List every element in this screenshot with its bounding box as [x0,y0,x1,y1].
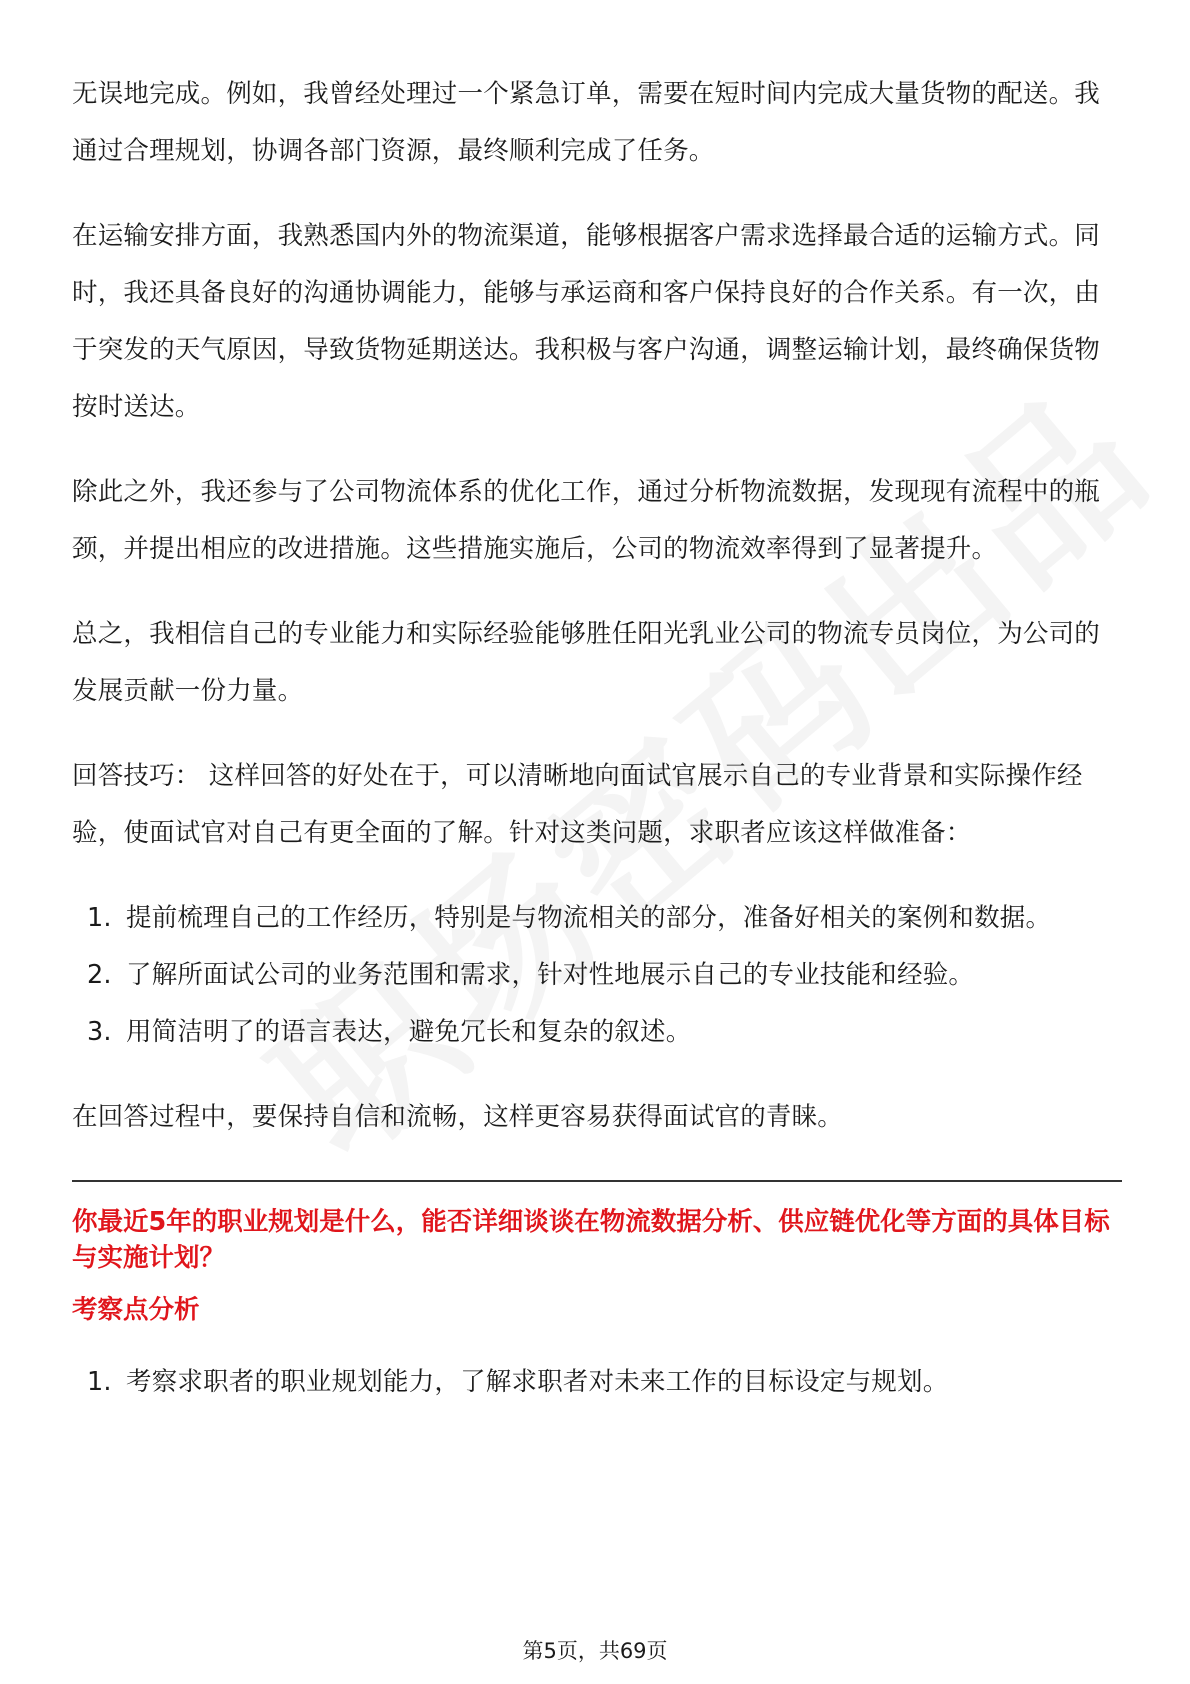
list-item-text: 了解所面试公司的业务范围和需求，针对性地展示自己的专业技能和经验。 [126,960,975,990]
list-item-number: 1. [87,1367,112,1397]
interview-question-title: 你最近5年的职业规划是什么，能否详细谈谈在物流数据分析、供应链优化等方面的具体目标与实施计划？ [72,1207,1110,1273]
tips-list [72,890,1122,1061]
paragraph-1: 无误地完成。例如，我曾经处理过一个紧急订单，需要在短时间内完成大量货物的配送。我通过合理规划，协调各部门资源，最终顺利完成了任务。 [72,79,1101,166]
closing-paragraph: 在回答过程中，要保持自信和流畅，这样更容易获得面试官的青睐。 [72,1102,844,1132]
paragraph-3: 除此之外，我还参与了公司物流体系的优化工作，通过分析物流数据，发现现有流程中的瓶颈，并提出相应的改进措施。这些措施实施后，公司的物流效率得到了显著提升。 [72,477,1101,564]
section-divider [72,1180,1122,1182]
list-item [72,1354,1122,1411]
list-item-text: 用简洁明了的语言表达，避免冗长和复杂的叙述。 [126,1017,692,1047]
analysis-points-list [72,1354,1122,1411]
list-item-number: 1. [87,903,112,933]
list-item [72,1004,1122,1061]
paragraph-2: 在运输安排方面，我熟悉国内外的物流渠道，能够根据客户需求选择最合适的运输方式。同时，我还具备良好的沟通协调能力，能够与承运商和客户保持良好的合作关系。有一次，由于突发的天气原因，导致货物延期送达。我积极与客户沟通，调整运输计划，最终确保货物按时送达。 [72,221,1101,422]
list-item [72,947,1122,1004]
list-item [72,890,1122,947]
list-item-number: 3. [87,1017,112,1047]
list-item-text: 提前梳理自己的工作经历，特别是与物流相关的部分，准备好相关的案例和数据。 [126,903,1052,933]
page-number-footer: 第5页，共69页 [522,1639,668,1663]
answer-tips-intro: 回答技巧： 这样回答的好处在于，可以清晰地向面试官展示自己的专业背景和实际操作经验，使面试官对自己有更全面的了解。针对这类问题，求职者应该这样做准备： [72,761,1083,848]
list-item-number: 2. [87,960,112,990]
list-item-text: 考察求职者的职业规划能力，了解求职者对未来工作的目标设定与规划。 [126,1367,949,1397]
document-page [72,66,1122,1439]
paragraph-4: 总之，我相信自己的专业能力和实际经验能够胜任阳光乳业公司的物流专员岗位，为公司的发展贡献一份力量。 [72,619,1101,706]
analysis-heading: 考察点分析 [72,1295,200,1325]
